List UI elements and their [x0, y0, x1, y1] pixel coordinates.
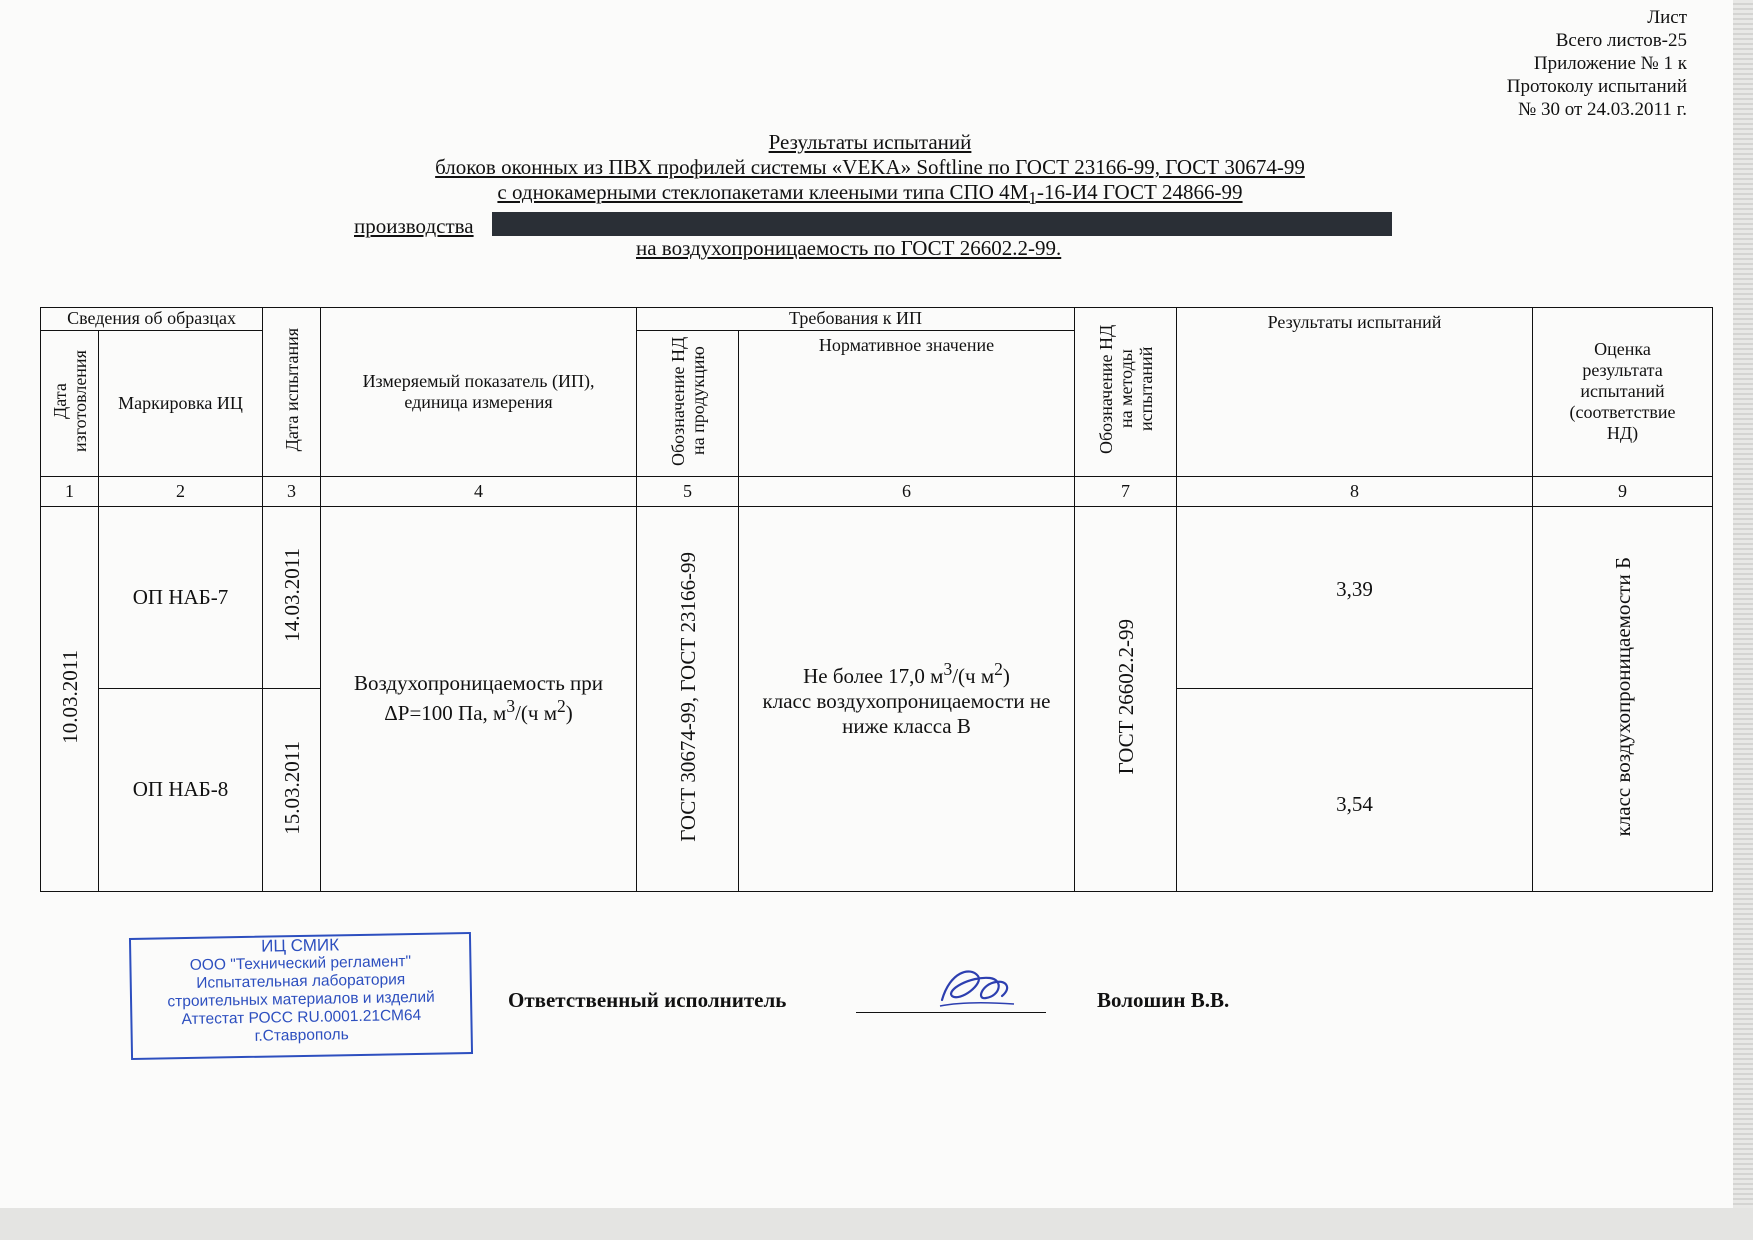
header-nd-product: Обозначение НД на продукцию — [637, 330, 739, 476]
results-table — [40, 307, 1713, 892]
stamp-line: ИЦ СМИК — [261, 935, 340, 956]
laboratory-stamp — [129, 932, 473, 1060]
column-number: 8 — [1177, 476, 1533, 506]
column-number: 5 — [637, 476, 739, 506]
scan-edge — [1733, 0, 1753, 1208]
column-number: 7 — [1075, 476, 1177, 506]
header-assessment: Оценка результата испытаний (соответствие НД) — [1533, 308, 1713, 477]
header-nd-methods: Обозначение НД на методы испытаний — [1075, 308, 1177, 477]
title-line-1: Результаты испытаний — [768, 130, 972, 154]
stamp-line: Испытательная лаборатория — [196, 971, 406, 992]
manufacture-date-cell: 10.03.2011 — [41, 506, 99, 891]
assessment-cell: класс воздухопроницаемости Б — [1533, 506, 1713, 891]
header-normative-value: Нормативное значение — [739, 330, 1075, 476]
stamp-line: ООО "Технический регламент" — [189, 953, 412, 974]
column-number: 6 — [739, 476, 1075, 506]
column-number: 2 — [99, 476, 263, 506]
header-marking: Маркировка ИЦ — [99, 330, 263, 476]
column-number: 3 — [263, 476, 321, 506]
column-number: 9 — [1533, 476, 1713, 506]
result-cell: 3,39 — [1177, 506, 1533, 688]
sample-test-date: 14.03.2011 — [263, 506, 321, 688]
scan-bottom-band — [0, 1208, 1753, 1240]
header-line-number: № 30 от 24.03.2011 г. — [1518, 99, 1687, 120]
header-manufacture-date: Дата изготовления — [41, 330, 99, 476]
nd-product-cell: ГОСТ 30674-99, ГОСТ 23166-99 — [637, 506, 739, 891]
header-line-sheet: Лист — [1647, 7, 1687, 28]
signature-label: Ответственный исполнитель — [508, 988, 787, 1012]
indicator-cell: Воздухопроницаемость при ΔР=100 Па, $м^3/(ч$ $м^2$) — [321, 506, 637, 891]
stamp-line: Аттестат РОСС RU.0001.21СМ64 — [181, 1006, 422, 1029]
sample-marking: ОП НАБ-7 — [99, 506, 263, 688]
sample-marking: ОП НАБ-8 — [99, 688, 263, 891]
header-line-appendix: Приложение № 1 к — [1533, 53, 1687, 74]
signer-name: Волошин В.В. — [1097, 988, 1230, 1012]
column-number: 4 — [321, 476, 637, 506]
method-line: на воздухопроницаемость по ГОСТ 26602.2-99. — [636, 236, 1062, 260]
header-indicator: Измеряемый показатель (ИП), единица измерения — [321, 308, 637, 477]
production-label: производства — [354, 214, 474, 238]
sample-test-date: 15.03.2011 — [263, 688, 321, 891]
normative-cell: Не более 17,0 $м^3/(ч$ $м^2$) класс воздухопроницаемости не ниже класса В — [739, 506, 1075, 891]
header-results: Результаты испытаний — [1177, 308, 1533, 477]
stamp-line: строительных материалов и изделий — [167, 988, 435, 1011]
result-cell: 3,54 — [1177, 688, 1533, 891]
signature-line — [856, 1012, 1046, 1013]
nd-methods-cell: ГОСТ 26602.2-99 — [1075, 506, 1177, 891]
header-line-total: Всего листов-25 — [1555, 30, 1687, 51]
header-line-protocol: Протоколу испытаний — [1506, 76, 1687, 97]
title-line-3: с однокамерными стеклопакетами клееными типа СПО $4М_1-16-И4$ ГОСТ 24866-99 — [497, 180, 1243, 209]
title-line-2: блоков оконных из ПВХ профилей системы «VEKA» Softline по ГОСТ 23166-99, ГОСТ 30674-99 — [435, 155, 1305, 179]
stamp-line: г.Ставрополь — [254, 1026, 349, 1045]
header-samples-group: Сведения об образцах — [41, 308, 263, 331]
handwritten-signature — [930, 962, 1020, 1012]
header-requirements-group: Требования к ИП — [637, 308, 1075, 331]
redaction-bar — [492, 212, 1392, 236]
sheet-header — [1507, 6, 1687, 121]
column-number: 1 — [41, 476, 99, 506]
document-title — [330, 130, 1410, 211]
header-test-date: Дата испытания — [263, 308, 321, 477]
